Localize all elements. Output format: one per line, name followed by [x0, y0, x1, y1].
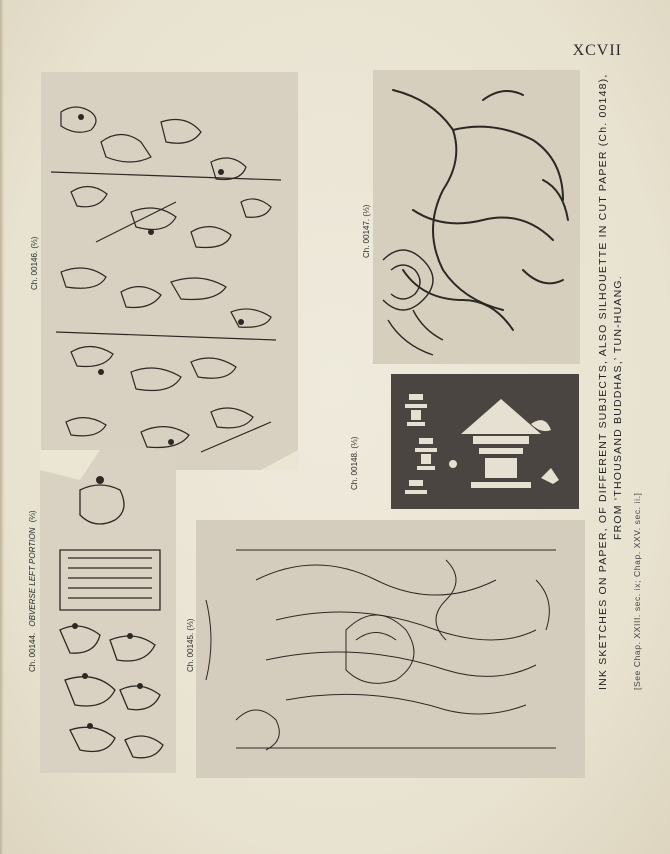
caption-reference: [See Chap. XXIII. sec. ix; Chap. XXV. sec. ii.] — [632, 492, 642, 690]
plate-number: XCVII — [572, 42, 622, 59]
plate-caption — [596, 74, 645, 691]
sketch-hands-panel — [41, 72, 298, 470]
panel-label-00146: Ch. 00146. (⅔) — [30, 236, 39, 290]
cut-paper-silhouette-panel — [391, 374, 579, 509]
panel-label-00145: Ch. 00145. (⅓) — [186, 618, 195, 672]
sketch-lion-panel — [373, 70, 580, 364]
sketch-seated-figure-panel — [196, 520, 585, 778]
panel-label-00144 — [28, 510, 37, 672]
sketch-figures-panel — [40, 450, 176, 773]
caption-line-2: FROM ‘THOUSAND BUDDHAS,’ TUN-HUANG. — [612, 275, 624, 540]
panel-label-00147: Ch. 00147. (⅓) — [362, 204, 371, 258]
panel-label-00144-sublabel: OBVERSE LEFT PORTION — [28, 527, 37, 627]
page-edge — [0, 0, 4, 854]
caption-line-1: INK SKETCHES ON PAPER, OF DIFFERENT SUBJECTS, ALSO SILHOUETTE IN CUT PAPER (Ch. 00148), — [597, 73, 609, 690]
panel-label-00144-number: Ch. 00144. — [28, 632, 37, 672]
panel-label-00144-scale: (⅔) — [28, 510, 37, 523]
panel-label-00148: Ch. 00148. (⅓) — [350, 436, 359, 490]
